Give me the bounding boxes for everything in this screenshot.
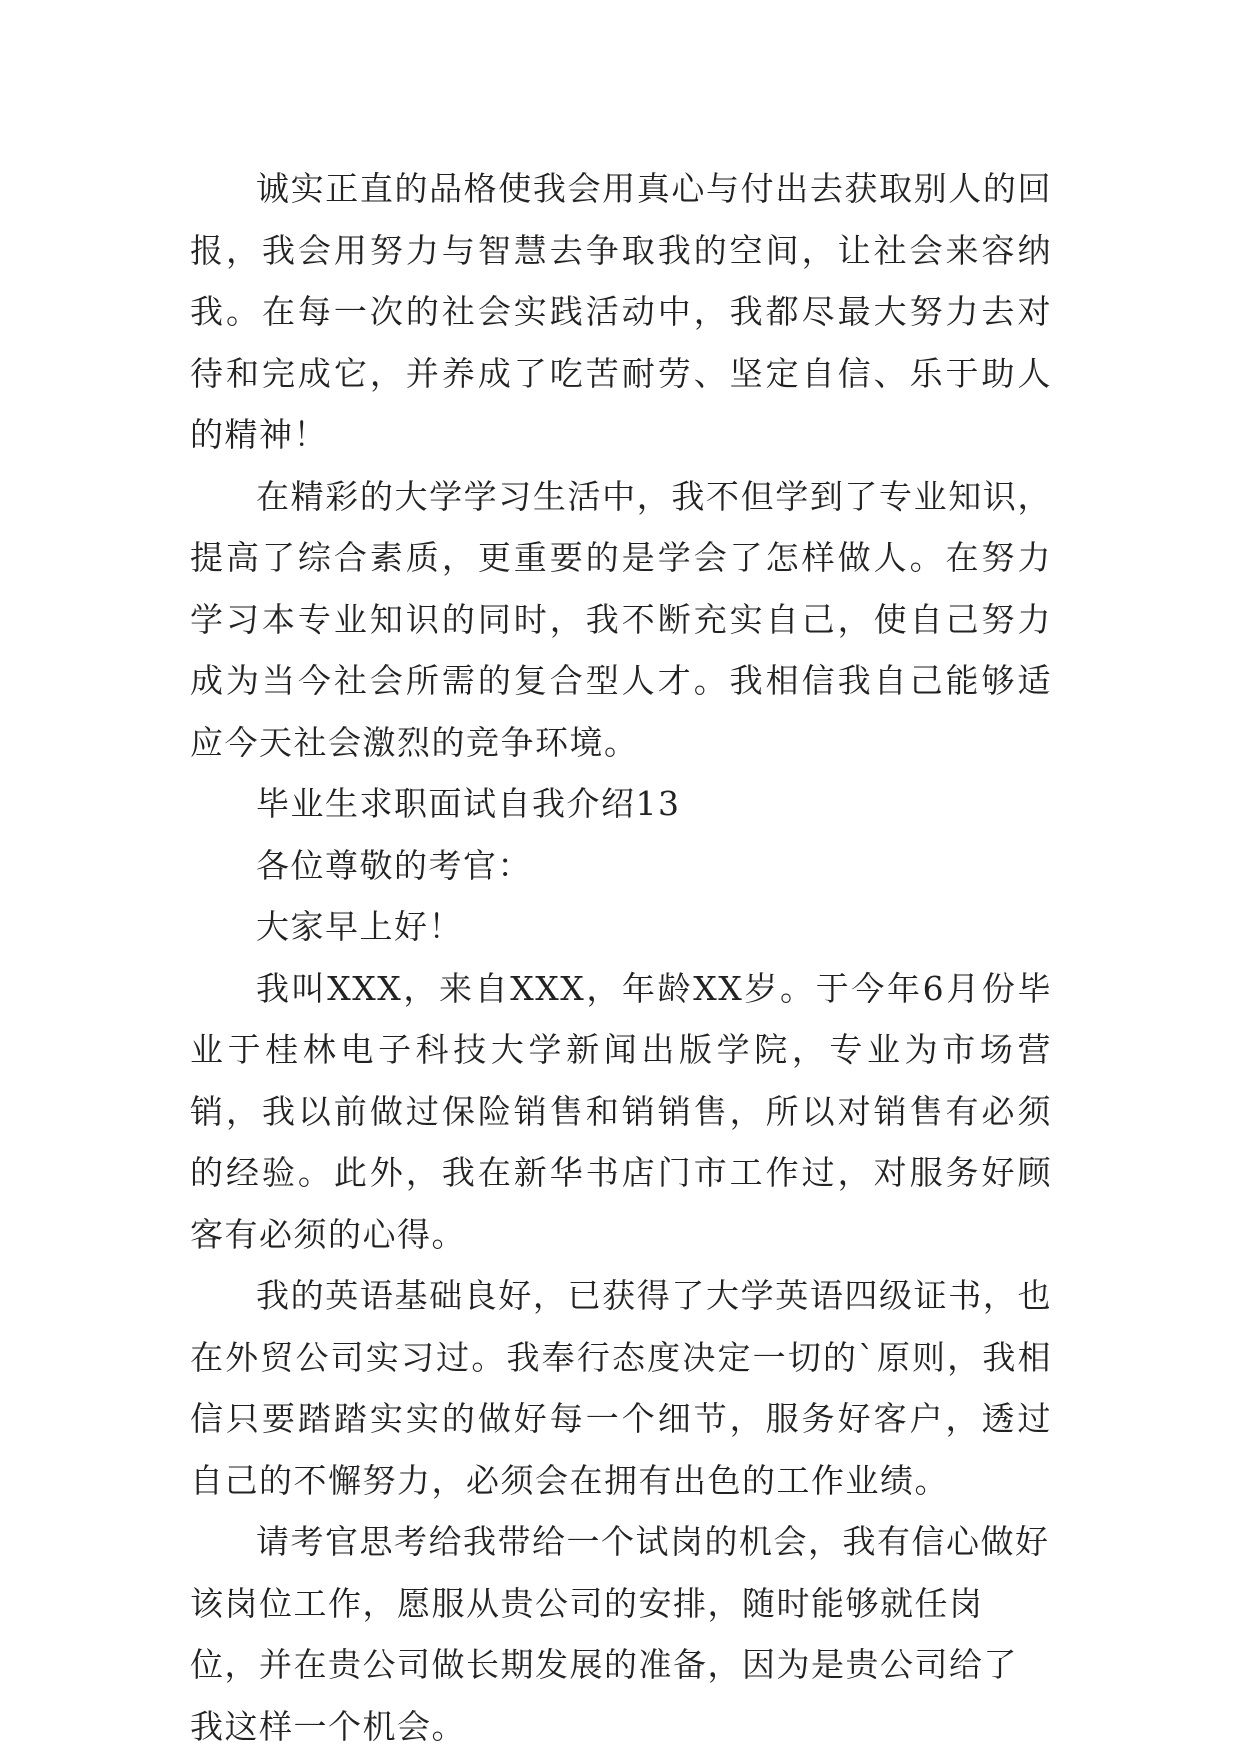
paragraph-request: 请考官思考给我带给一个试岗的机会，我有信心做好该岗位工作，愿服从贵公司的安排，随时能够就任岗位，并在贵公司做长期发展的准备，因为是贵公司给了我这样一个机会。 <box>190 1522 1050 1746</box>
paragraph-honesty: 诚实正直的品格使我会用真心与付出去获取别人的回报，我会用努力与智慧去争取我的空间，让社会来容纳我。在每一次的社会实践活动中，我都尽最大努力去对待和完成它，并养成了吃苦耐劳、坚定自信、乐于助人的精神！ <box>190 169 1052 454</box>
section-heading: 毕业生求职面试自我介绍13 <box>256 784 681 823</box>
salutation: 各位尊敬的考官： <box>256 845 532 885</box>
paragraph-english-skills: 我的英语基础良好，已获得了大学英语四级证书，也在外贸公司实习过。我奉行态度决定一切的`原则，我相信只要踏踏实实的做好每一个细节，服务好客户，透过自己的不懈努力，必须会在拥有出色的工作业绩。 <box>190 1276 1052 1500</box>
paragraph-university-life: 在精彩的大学学习生活中，我不但学到了专业知识，提高了综合素质，更重要的是学会了怎样做人。在努力学习本专业知识的同时，我不断充实自己，使自己努力成为当今社会所需的复合型人才。我相信我自己能够适应今天社会激烈的竞争环境。 <box>190 476 1052 762</box>
document-body <box>190 158 1052 1757</box>
greeting: 大家早上好！ <box>256 907 463 946</box>
paragraph-introduction: 我叫XXX，来自XXX，年龄XX岁。于今年6月份毕业于桂林电子科技大学新闻出版学院，专业为市场营销，我以前做过保险销售和销销售，所以对销售有必须的经验。此外，我在新华书店门市工作过，对服务好顾客有必须的心得。 <box>190 968 1052 1254</box>
